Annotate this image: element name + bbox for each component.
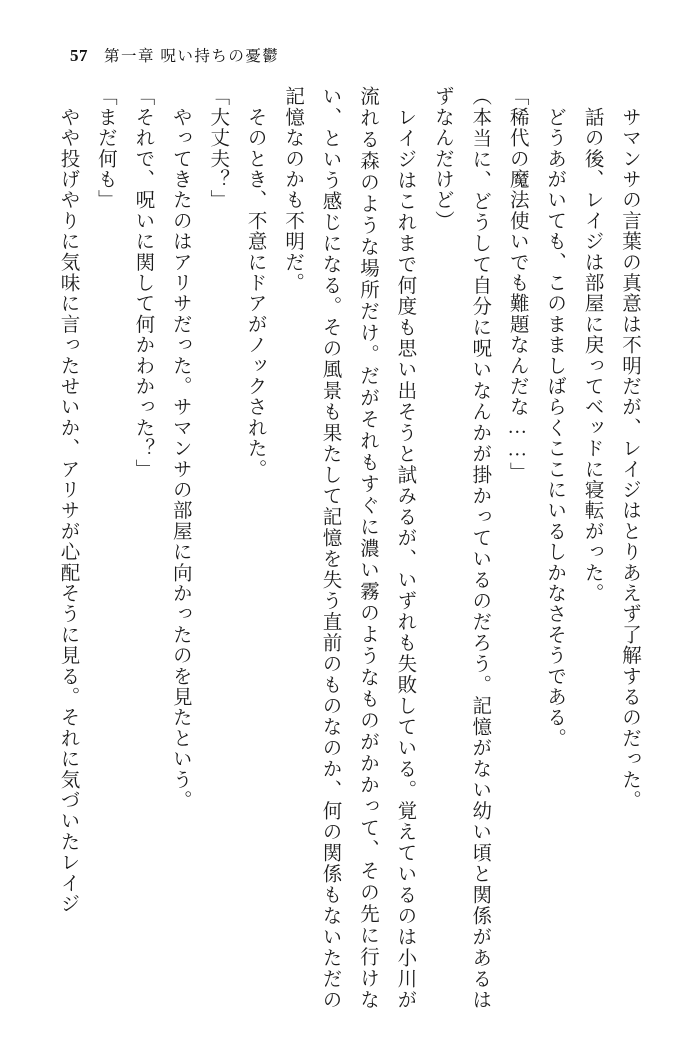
paragraph: やってきたのはアリサだった。サマンサの部屋に向かったのを見たという。 [169, 86, 191, 811]
paragraph: どうあがいても、このまましばらくここにいるしかなさそうである。 [544, 86, 566, 749]
paragraph: 「稀代の魔法使いでも難題なんだな……」 [506, 86, 528, 483]
page-body [52, 86, 648, 1010]
vertical-text-column [52, 86, 648, 1010]
paragraph: サマンサの言葉の真意は不明だが、レイジはとりあえず了解するのだった。 [619, 86, 640, 811]
page-header [52, 44, 648, 78]
paragraph: 話の後、レイジは部屋に戻ってベッドに寝転がった。 [581, 86, 603, 604]
page-number: 57 [70, 46, 88, 65]
paragraph: そのとき、不意にドアがノックされた。 [244, 86, 266, 480]
chapter-title: 第一章 呪い持ちの憂鬱 [104, 48, 280, 65]
paragraph: 「それで、呪いに関して何かわかった？」 [132, 86, 154, 480]
paragraph: （本当に、どうして自分に呪いなんかが掛かっているのだろう。記憶がない幼い頃と関係があるはずなんだけど） [431, 86, 491, 1010]
paragraph: 「大丈夫？」 [207, 86, 229, 211]
paragraph: 「まだ何も」 [94, 86, 116, 211]
paragraph: レイジはこれまで何度も思い出そうと試みるが、いずれも失敗している。覚えているのは小川が流れる森のような場所だけ。だがそれもすぐに濃い霧のようなものがかかって、その先に行けない、という感じになる。その風景も果たして記憶を失う直前のものなのか、何の関係もないただの記憶なのかも不明だ。 [282, 86, 416, 1010]
paragraph: やや投げやりに気味に言ったせいか、アリサが心配そうに見る。それに気づいたレイジ [57, 86, 79, 914]
